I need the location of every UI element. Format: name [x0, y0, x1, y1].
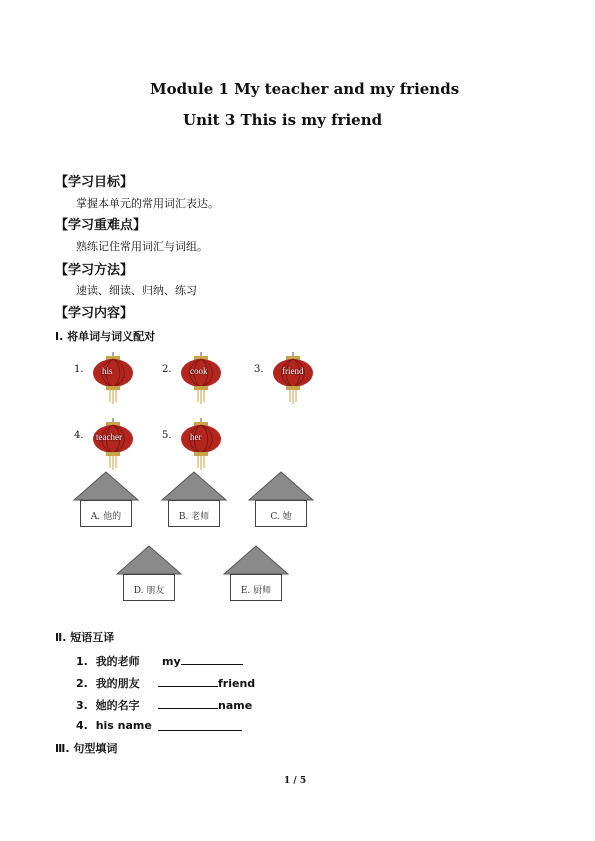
lantern-word: teacher [96, 432, 122, 442]
phrase-row-1 [76, 653, 140, 669]
lantern-number: 2. [162, 364, 172, 375]
lantern-number: 1. [74, 364, 84, 375]
phrase-number: 1. [76, 655, 88, 668]
house-body [255, 500, 307, 527]
phrase-label: his name [95, 719, 152, 732]
phrase-label: 我的老师 [95, 655, 140, 668]
lantern-item-2 [164, 352, 224, 412]
phrase-row-4 [76, 719, 152, 732]
lantern-item-5 [164, 418, 224, 478]
lantern-word: friend [282, 366, 304, 376]
phrase-answer-4 [158, 719, 242, 734]
lantern-word: her [190, 432, 202, 442]
house-option-b [161, 471, 227, 527]
part1-heading: Ⅰ. 将单词与词义配对 [55, 330, 156, 343]
house-body [80, 500, 132, 527]
house-roof-icon [161, 471, 227, 501]
lantern-number: 5. [162, 430, 172, 441]
lantern-item-3 [256, 352, 316, 412]
lantern-word: cook [190, 366, 208, 376]
lantern-icon [164, 418, 224, 478]
house-option-c [248, 471, 314, 527]
house-label: C. 她 [270, 512, 292, 522]
section-text-goals: 掌握本单元的常用词汇表达。 [76, 197, 219, 210]
phrase-row-3 [76, 697, 140, 713]
part3-heading: Ⅲ. 句型填词 [55, 742, 118, 755]
house-roof-icon [116, 545, 182, 575]
phrase-row-2 [76, 675, 140, 691]
lantern-icon [76, 352, 136, 412]
house-roof-icon [248, 471, 314, 501]
section-text-keypoints: 熟练记住常用词汇与词组。 [76, 240, 208, 253]
lantern-number: 4. [74, 430, 84, 441]
house-label: B. 老师 [178, 512, 210, 522]
house-option-a [73, 471, 139, 527]
phrase-answer-2 [158, 675, 255, 690]
house-body [123, 574, 175, 601]
phrase-label: 我的朋友 [95, 677, 140, 690]
house-label: D. 朋友 [133, 586, 165, 596]
house-label: A. 他的 [90, 512, 122, 522]
phrase-number: 3. [76, 699, 88, 712]
lantern-item-1 [76, 352, 136, 412]
answer-blank[interactable] [158, 697, 218, 709]
phrase-number: 4. [76, 719, 88, 732]
module-title: Module 1 My teacher and my friends [150, 80, 460, 98]
house-label: E. 厨师 [240, 586, 272, 596]
page-number: 1 / 5 [284, 776, 307, 786]
section-heading-content: 【学习内容】 [55, 306, 134, 321]
section-heading-keypoints: 【学习重难点】 [55, 218, 147, 233]
unit-title: Unit 3 This is my friend [183, 111, 383, 129]
answer-blank[interactable] [158, 675, 218, 687]
phrase-suffix: name [218, 699, 253, 712]
lantern-icon [76, 418, 136, 478]
answer-blank[interactable] [181, 653, 243, 665]
house-body [230, 574, 282, 601]
answer-blank[interactable] [158, 719, 242, 731]
part2-heading: Ⅱ. 短语互译 [55, 631, 115, 644]
house-roof-icon [73, 471, 139, 501]
section-text-methods: 速读、细读、归纳、练习 [76, 284, 197, 297]
phrase-number: 2. [76, 677, 88, 690]
section-heading-goals: 【学习目标】 [55, 175, 134, 190]
lantern-number: 3. [254, 364, 264, 375]
phrase-label: 她的名字 [95, 699, 140, 712]
house-option-e [223, 545, 289, 601]
phrase-suffix: friend [218, 677, 256, 690]
phrase-prefix: my [162, 655, 181, 668]
phrase-answer-1 [162, 653, 243, 668]
lantern-icon [164, 352, 224, 412]
house-roof-icon [223, 545, 289, 575]
phrase-answer-3 [158, 697, 252, 712]
lantern-item-4 [76, 418, 136, 478]
lantern-icon [256, 352, 316, 412]
house-body [168, 500, 220, 527]
house-option-d [116, 545, 182, 601]
section-heading-methods: 【学习方法】 [55, 263, 134, 278]
lantern-word: his [102, 366, 113, 376]
